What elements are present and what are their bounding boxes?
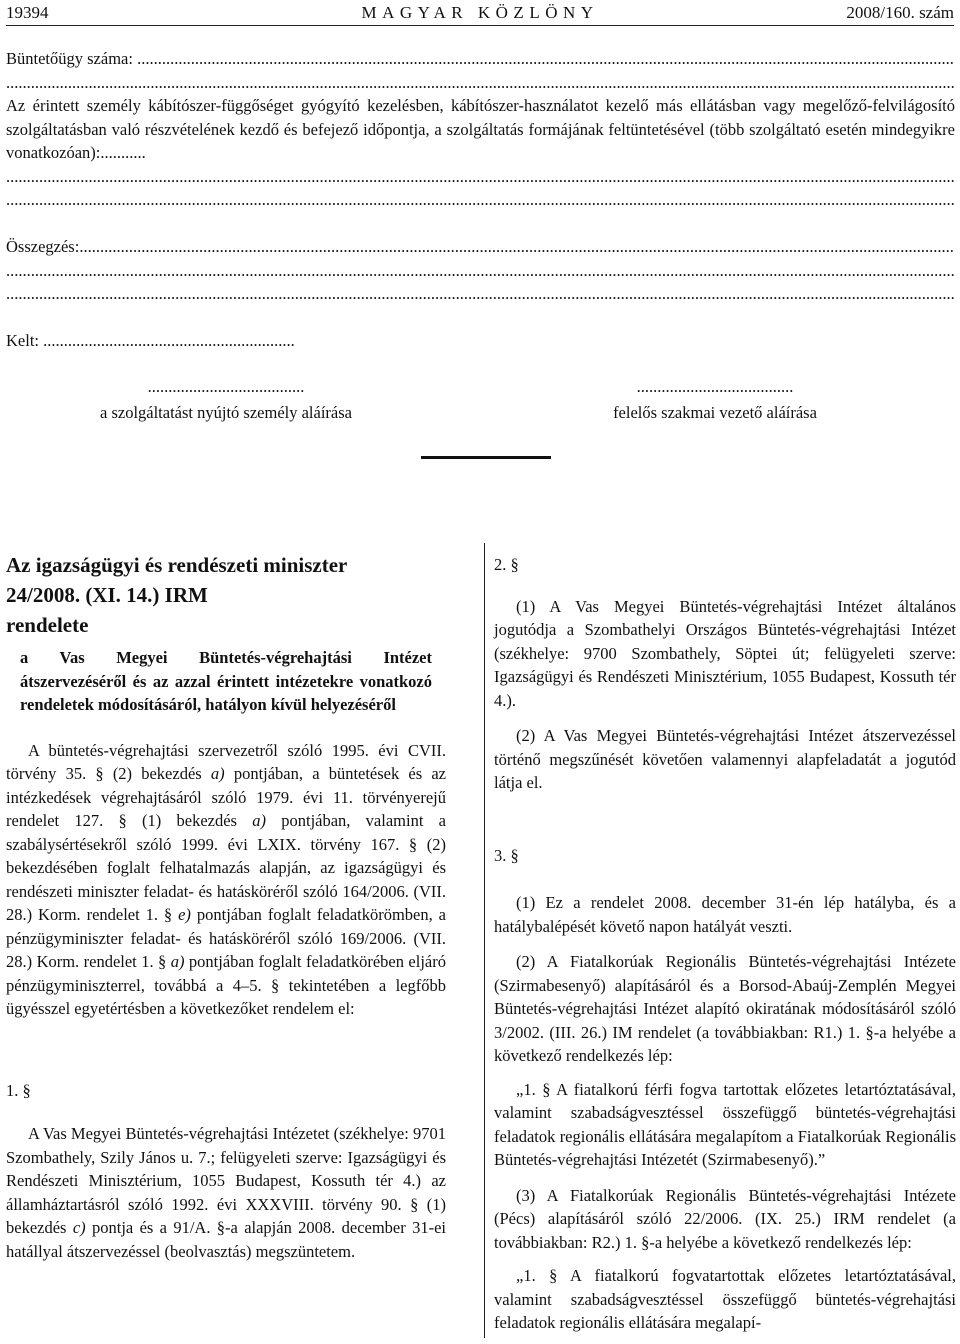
- page-header: [6, 1, 954, 26]
- issue-number: 2008/160. szám: [846, 3, 954, 22]
- right-column: [494, 553, 956, 1335]
- section-1-title: 1. §: [6, 1080, 31, 1100]
- section-divider: [421, 456, 551, 459]
- fill-line: [6, 71, 955, 95]
- treatment-text: Az érintett személy kábítószer-függőséget gyógyító kezelésben, kábítószer-használatot kezelő más ellátásban vagy megelőző-felvilágosító szolgáltatásban való részvételének kezdő és befejező időpontja, a szolgáltatás formájának feltüntetésével (több szolgáltató esetén mindegyikre vonatkozóan):...........: [6, 96, 955, 162]
- date-label: Kelt:: [6, 331, 39, 350]
- page-number: 19394: [6, 3, 49, 22]
- section-2-title: 2. §: [494, 555, 519, 574]
- form-section: [6, 47, 955, 353]
- section-3-quote-2: „1. § A fiatalkorú fogvatartottak előzetes letartóztatásával, valamint szabadságvesztéssel összefüggő büntetés-végrehajtási feladatok regionális ellátására megalapí-: [494, 1266, 956, 1332]
- section-3-para-2: (2) A Fiatalkorúak Regionális Büntetés-végrehajtási Intézete (Szirmabesenyő) alapításáról és a Borsod-Abaúj-Zemplén Megyei Büntetés-végrehajtási Intézet alapító okiratának módosításáról szóló 3/2002. (III. 26.) IM rendelet (a továbbiakban: R1.) 1. §-a helyébe a következő rendelkezés lép:: [494, 952, 956, 1065]
- signature-right-caption: felelős szakmai vezető aláírása: [613, 403, 817, 422]
- signature-left-caption: a szolgáltatást nyújtó személy aláírása: [100, 403, 352, 422]
- section-3-para-3: (3) A Fiatalkorúak Regionális Büntetés-végrehajtási Intézete (Pécs) alapításáról szóló 22/2006. (IX. 25.) IRM rendelet (a továbbiakban: R2.) 1. §-a helyébe a következő rendelkezés lép:: [494, 1185, 956, 1252]
- section-2-para-1: (1) A Vas Megyei Büntetés-végrehajtási Intézet általános jogutódja a Szombathelyi Országos Büntetés-végrehajtási Intézet (székhelye: 9700 Szombathely, Söptei út; felügyeleti szerve: Igazságügyi és Rendészeti Minisztérium, 1055 Budapest, Kossuth tér 4.).: [494, 596, 956, 710]
- preamble: A büntetés-végrehajtási szervezetről szóló 1995. évi CVII. törvény 35. § (2) bekezdés a) pontjában, a büntetések és az intézkedések végrehajtásáról szóló 1979. évi 11. törvényerejű rendelet 127. § (1) bekezdés a) pontjában, valamint a szabálysértésekről szóló 1999. évi LXIX. törvény 167. § (2) bekezdésében foglalt felhatalmazás alapján, az igazságügyi és rendészeti miniszter feladat- és hatásköréről szóló 164/2006. (VII. 28.) Korm. rendelet 1. § e) pontjában foglalt feladatkörömben, a pénzügyminiszter feladat- és hatásköréről szóló 169/2006. (VII. 28.) Korm. rendelet 1. § a) pontjában foglalt feladatkörében eljáró pénzügyminiszterrel, továbbá a 4–5. § tekintetében a legfőbb ügyésszel egyetértésben a következőket rendelem el:: [6, 740, 447, 1018]
- case-number-label: Büntetőügy száma:: [6, 49, 133, 68]
- decree-heading: Az igazságügyi és rendészeti miniszter: [6, 553, 348, 577]
- signature-right: [505, 375, 925, 425]
- decree-type: rendelete: [6, 613, 89, 637]
- fill-line: [6, 188, 955, 212]
- fill-line: [6, 259, 955, 283]
- decree-subtitle: a Vas Megyei Büntetés-végrehajtási Intézet átszervezéséről és az azzal érintett intézetekre vonatkozó rendeletek módosításáról, hatályon kívül helyezéséről: [20, 648, 432, 714]
- case-number-row: [6, 47, 955, 71]
- summary-label: Összegzés:: [6, 237, 80, 256]
- journal-title: MAGYAR KÖZLÖNY: [361, 3, 599, 22]
- section-1-text: A Vas Megyei Büntetés-végrehajtási Intézetet (székhelye: 9701 Szombathely, Szily János u. 7.; felügyeleti szerve: Igazságügyi és Rendészeti Minisztérium, 1055 Budapest, Kossuth tér 4.) az államháztartásról szóló 1992. évi XXXVIII. törvény 90. § (1) bekezdés c) pontja és a 91/A. §-a alapján 2008. december 31-ei hatállyal átszervezéssel (beolvasztás) megszüntetem.: [6, 1124, 446, 1261]
- fill-line: [137, 47, 955, 71]
- section-3-quote-1: „1. § A fiatalkorú férfi fogva tartottak előzetes letartóztatásával, valamint szabadságvesztéssel összefüggő büntetés-végrehajtási feladatok regionális ellátására megalapítom a Fiatalkorúak Regionális Büntetés-végrehajtási Intézetét (Szirmabesenyő).”: [494, 1079, 956, 1169]
- signature-line: [16, 375, 436, 398]
- section-2-para-2: (2) A Vas Megyei Büntetés-végrehajtási Intézet átszervezéssel történő megszűnését követően valamennyi alapfeladatát a jogutód látja el.: [494, 726, 956, 792]
- fill-line: [6, 282, 955, 306]
- left-column: [6, 550, 446, 1263]
- date-row: Kelt: .............................................................: [6, 329, 955, 353]
- column-divider: [484, 543, 485, 1338]
- signature-line: [505, 375, 925, 398]
- section-3-para-1: (1) Ez a rendelet 2008. december 31-én lép hatályba, és a hatálybalépését követő napon hatályát veszti.: [494, 893, 956, 936]
- decree-number: 24/2008. (XI. 14.) IRM: [6, 583, 208, 607]
- summary-row: [6, 235, 955, 259]
- fill-line: [6, 165, 955, 189]
- section-3-title: 3. §: [494, 845, 519, 865]
- signature-left: [16, 375, 436, 425]
